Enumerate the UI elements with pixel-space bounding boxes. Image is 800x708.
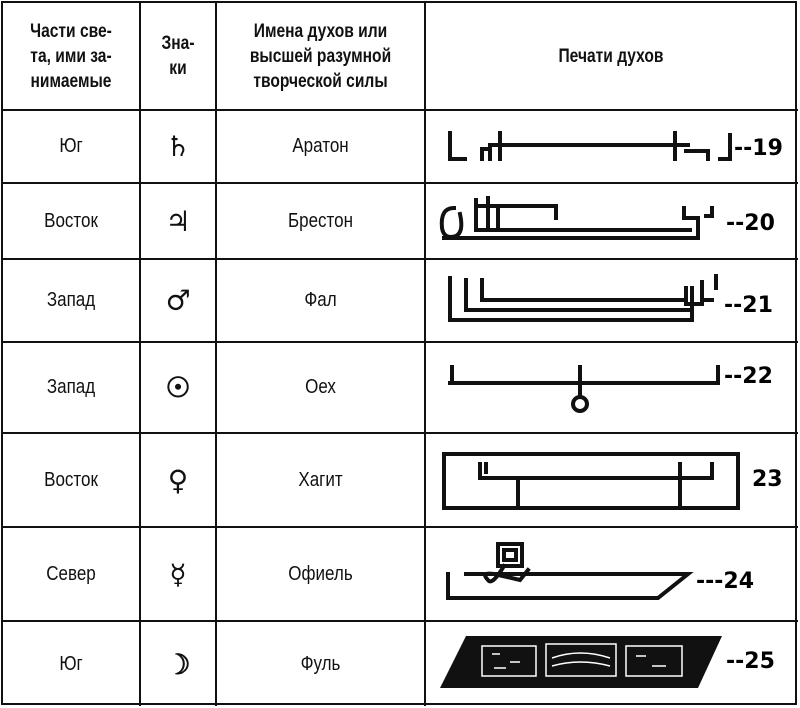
direction-cell: Запад (46, 376, 96, 398)
seal-label: --25 (726, 649, 775, 674)
seal-21-drawing (430, 260, 795, 341)
seal-label: --21 (724, 293, 773, 318)
column-divider (215, 1, 217, 706)
column-divider (424, 1, 426, 706)
jupiter-symbol-icon: ♃ (165, 204, 191, 238)
seal-20 (430, 184, 795, 258)
spirit-name-cell: Офиель (288, 562, 353, 585)
header-seals: Печати духов (558, 45, 664, 67)
seal-23 (430, 434, 795, 526)
seal-21 (430, 260, 795, 341)
seal-19 (430, 111, 795, 182)
spirit-name-cell: Оех (305, 376, 336, 398)
seal-label: ---24 (696, 569, 755, 594)
header-signs: Зна- ки (161, 33, 195, 79)
spirit-name-cell: Фуль (300, 652, 341, 675)
header-names: Имена духов или высшей разумной творческой силы (249, 20, 392, 92)
venus-symbol-icon: ♀ (167, 463, 189, 497)
seal-23-drawing (430, 434, 795, 526)
seal-label: --19 (734, 136, 783, 161)
seal-20-drawing (430, 184, 795, 258)
sun-symbol-icon: ☉ (165, 371, 191, 404)
spirit-name-cell: Аратон (292, 135, 349, 157)
seal-24 (430, 528, 795, 620)
seal-label: --22 (724, 364, 773, 389)
direction-cell: Север (46, 562, 96, 585)
direction-cell: Юг (59, 135, 83, 157)
spirit-name-cell: Фал (304, 289, 337, 311)
header-direction: Части све- та, ими за- нимаемые (30, 20, 112, 92)
mars-symbol-icon: ♂ (165, 284, 191, 317)
direction-cell: Восток (44, 468, 98, 491)
spirit-name-cell: Брестон (287, 209, 353, 232)
spirit-name-cell: Хагит (298, 468, 343, 491)
seal-25-drawing (430, 622, 795, 706)
moon-symbol-icon: ☽ (165, 647, 191, 681)
direction-cell: Восток (44, 209, 98, 232)
seal-22-drawing (430, 343, 795, 432)
mercury-symbol-icon: ☿ (169, 557, 187, 591)
saturn-symbol-icon: ♄ (165, 130, 191, 163)
seal-label: --20 (726, 211, 775, 236)
direction-cell: Юг (59, 652, 83, 675)
seal-label: 23 (752, 467, 783, 492)
direction-cell: Запад (46, 289, 96, 311)
seal-25 (430, 622, 795, 706)
seal-19-drawing (430, 111, 795, 182)
seal-24-drawing (430, 528, 795, 620)
seal-22 (430, 343, 795, 432)
